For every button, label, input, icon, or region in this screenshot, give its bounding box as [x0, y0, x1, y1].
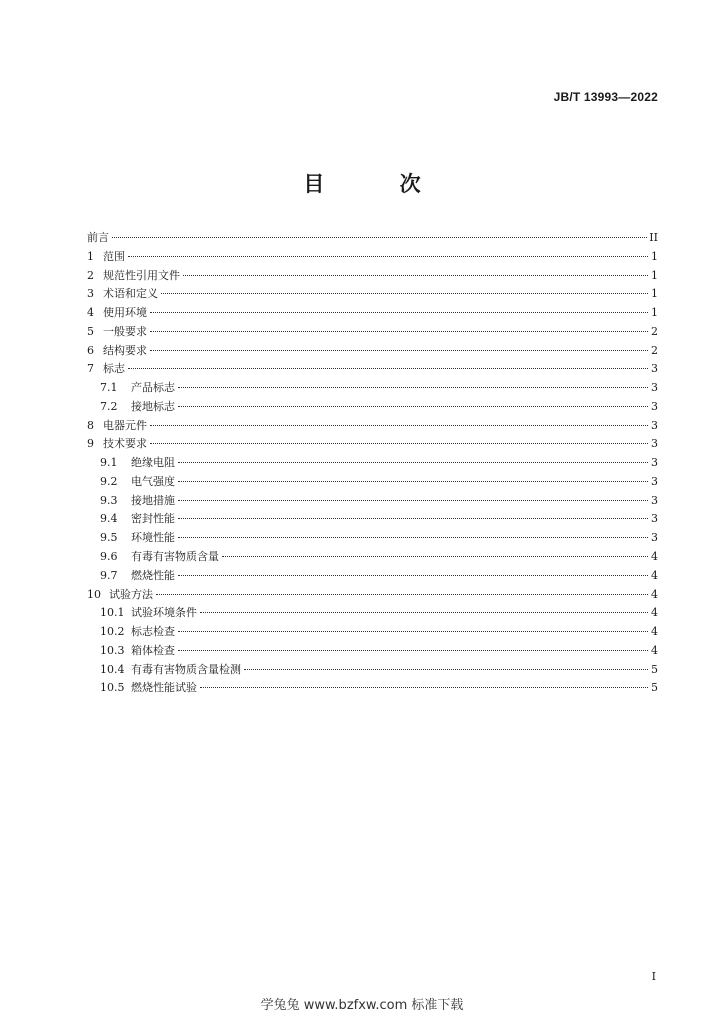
toc-entry-page: 4: [651, 625, 658, 639]
toc-entry-number: 4: [87, 306, 94, 320]
toc-entry-number: 10.2: [100, 625, 125, 639]
toc-entry-page: 3: [651, 437, 658, 451]
toc-entry-page: 3: [651, 456, 658, 470]
toc-entry-page: 1: [651, 306, 658, 320]
toc-entry-number: 7.1: [100, 381, 118, 395]
toc-entry[interactable]: [87, 529, 658, 548]
toc-dot-leader: [150, 331, 648, 332]
toc-entry-page: 4: [651, 606, 658, 620]
toc-entry-page: 3: [651, 362, 658, 376]
toc-entry-page: 3: [651, 474, 658, 488]
toc-entry-title: 产品标志: [131, 381, 175, 395]
toc-entry-number: 10.4: [100, 662, 125, 676]
table-of-contents: [87, 229, 658, 698]
toc-entry-page: 2: [651, 343, 658, 357]
toc-entry[interactable]: [87, 323, 658, 342]
toc-dot-leader: [112, 237, 647, 238]
toc-entry-title: 试验环境条件: [131, 606, 197, 620]
toc-dot-leader: [178, 518, 648, 519]
toc-entry-number: 7: [87, 362, 94, 376]
toc-entry-title: 绝缘电阻: [131, 456, 175, 470]
toc-entry-title: 标志: [103, 362, 125, 376]
toc-entry-page: II: [649, 231, 658, 244]
watermark: 学兔兔 www.bzfxw.com 标准下载: [260, 998, 464, 1013]
toc-dot-leader: [150, 443, 648, 444]
toc-dot-leader: [178, 575, 648, 576]
toc-entry-number: 10: [87, 587, 101, 601]
toc-entry-number: 9.3: [100, 493, 118, 507]
toc-entry[interactable]: [87, 454, 658, 473]
toc-entry-page: 4: [651, 643, 658, 657]
toc-dot-leader: [183, 275, 648, 276]
toc-entry-title: 有毒有害物质含量: [131, 550, 219, 564]
toc-entry-title: 燃烧性能: [131, 568, 175, 582]
toc-entry-title: 前言: [87, 231, 109, 244]
toc-entry[interactable]: [87, 510, 658, 529]
toc-entry-page: 3: [651, 512, 658, 526]
toc-entry-page: 1: [651, 287, 658, 301]
toc-entry[interactable]: [87, 623, 658, 642]
toc-entry-number: 9: [87, 437, 94, 451]
toc-entry-title: 术语和定义: [103, 287, 158, 301]
toc-entry-number: 7.2: [100, 399, 118, 413]
toc-entry-page: 3: [651, 381, 658, 395]
toc-dot-leader: [200, 612, 648, 613]
toc-entry[interactable]: [87, 586, 658, 605]
toc-dot-leader: [178, 481, 648, 482]
toc-entry[interactable]: [87, 435, 658, 454]
toc-entry-title: 试验方法: [109, 587, 153, 601]
toc-entry-number: 9.6: [100, 550, 118, 564]
toc-entry-number: 9.4: [100, 512, 118, 526]
toc-entry-title: 使用环境: [103, 306, 147, 320]
toc-entry-title: 接地措施: [131, 493, 175, 507]
toc-entry-number: 9.7: [100, 568, 118, 582]
toc-entry[interactable]: [87, 342, 658, 361]
toc-entry[interactable]: [87, 360, 658, 379]
toc-entry-title: 环境性能: [131, 531, 175, 545]
toc-dot-leader: [150, 350, 648, 351]
toc-entry[interactable]: [87, 398, 658, 417]
toc-entry-title: 燃烧性能试验: [131, 681, 197, 695]
standard-code: JB/T 13993—2022: [553, 90, 658, 104]
toc-entry-title: 范围: [103, 249, 125, 263]
toc-entry-page: 5: [651, 681, 658, 695]
toc-dot-leader: [222, 556, 648, 557]
toc-entry-page: 4: [651, 550, 658, 564]
toc-dot-leader: [150, 312, 648, 313]
toc-entry-title: 规范性引用文件: [103, 268, 180, 282]
toc-entry[interactable]: [87, 604, 658, 623]
toc-entry-number: 10.1: [100, 606, 125, 620]
toc-entry-title: 接地标志: [131, 399, 175, 413]
toc-entry-page: 4: [651, 568, 658, 582]
toc-entry[interactable]: [87, 492, 658, 511]
toc-entry-number: 5: [87, 324, 94, 338]
toc-dot-leader: [178, 500, 648, 501]
toc-entry[interactable]: [87, 379, 658, 398]
toc-entry-number: 6: [87, 343, 94, 357]
toc-entry[interactable]: [87, 642, 658, 661]
toc-entry-number: 10.5: [100, 681, 125, 695]
toc-dot-leader: [128, 256, 648, 257]
toc-entry-title: 密封性能: [131, 512, 175, 526]
toc-entry-number: 9.2: [100, 474, 118, 488]
toc-entry[interactable]: [87, 661, 658, 680]
toc-entry[interactable]: [87, 567, 658, 586]
toc-dot-leader: [128, 368, 648, 369]
toc-entry-page: 3: [651, 531, 658, 545]
toc-entry-number: 8: [87, 418, 94, 432]
toc-entry-page: 2: [651, 324, 658, 338]
toc-entry[interactable]: [87, 285, 658, 304]
toc-entry[interactable]: [87, 304, 658, 323]
toc-entry-title: 电气强度: [131, 474, 175, 488]
toc-entry[interactable]: [87, 267, 658, 286]
toc-entry-page: 3: [651, 493, 658, 507]
toc-entry[interactable]: [87, 248, 658, 267]
toc-entry-number: 10.3: [100, 643, 125, 657]
toc-entry-number: 9.5: [100, 531, 118, 545]
toc-dot-leader: [178, 650, 648, 651]
toc-dot-leader: [178, 462, 648, 463]
toc-dot-leader: [178, 406, 648, 407]
toc-dot-leader: [150, 425, 648, 426]
toc-entry-title: 箱体检查: [131, 643, 175, 657]
toc-entry-title: 有毒有害物质含量检测: [131, 662, 241, 676]
toc-dot-leader: [244, 669, 648, 670]
page-title: 目 次: [303, 171, 455, 196]
toc-entry[interactable]: [87, 229, 658, 248]
toc-entry-title: 技术要求: [103, 437, 147, 451]
toc-dot-leader: [161, 293, 648, 294]
toc-entry-title: 一般要求: [103, 324, 147, 338]
page-number: I: [651, 970, 656, 983]
toc-dot-leader: [178, 387, 648, 388]
toc-entry-page: 1: [651, 268, 658, 282]
toc-entry-title: 结构要求: [103, 343, 147, 357]
toc-entry-number: 1: [87, 249, 94, 263]
toc-dot-leader: [178, 537, 648, 538]
toc-dot-leader: [200, 687, 648, 688]
toc-dot-leader: [156, 594, 648, 595]
toc-entry-number: 2: [87, 268, 94, 282]
toc-entry-page: 3: [651, 418, 658, 432]
toc-entry-number: 3: [87, 287, 94, 301]
toc-entry-page: 1: [651, 249, 658, 263]
toc-entry-page: 5: [651, 662, 658, 676]
toc-entry[interactable]: [87, 679, 658, 698]
toc-entry[interactable]: [87, 417, 658, 436]
toc-dot-leader: [178, 631, 648, 632]
toc-entry-title: 标志检查: [131, 625, 175, 639]
toc-entry-number: 9.1: [100, 456, 118, 470]
toc-entry-page: 3: [651, 399, 658, 413]
toc-entry[interactable]: [87, 473, 658, 492]
toc-entry[interactable]: [87, 548, 658, 567]
toc-entry-title: 电器元件: [103, 418, 147, 432]
toc-entry-page: 4: [651, 587, 658, 601]
